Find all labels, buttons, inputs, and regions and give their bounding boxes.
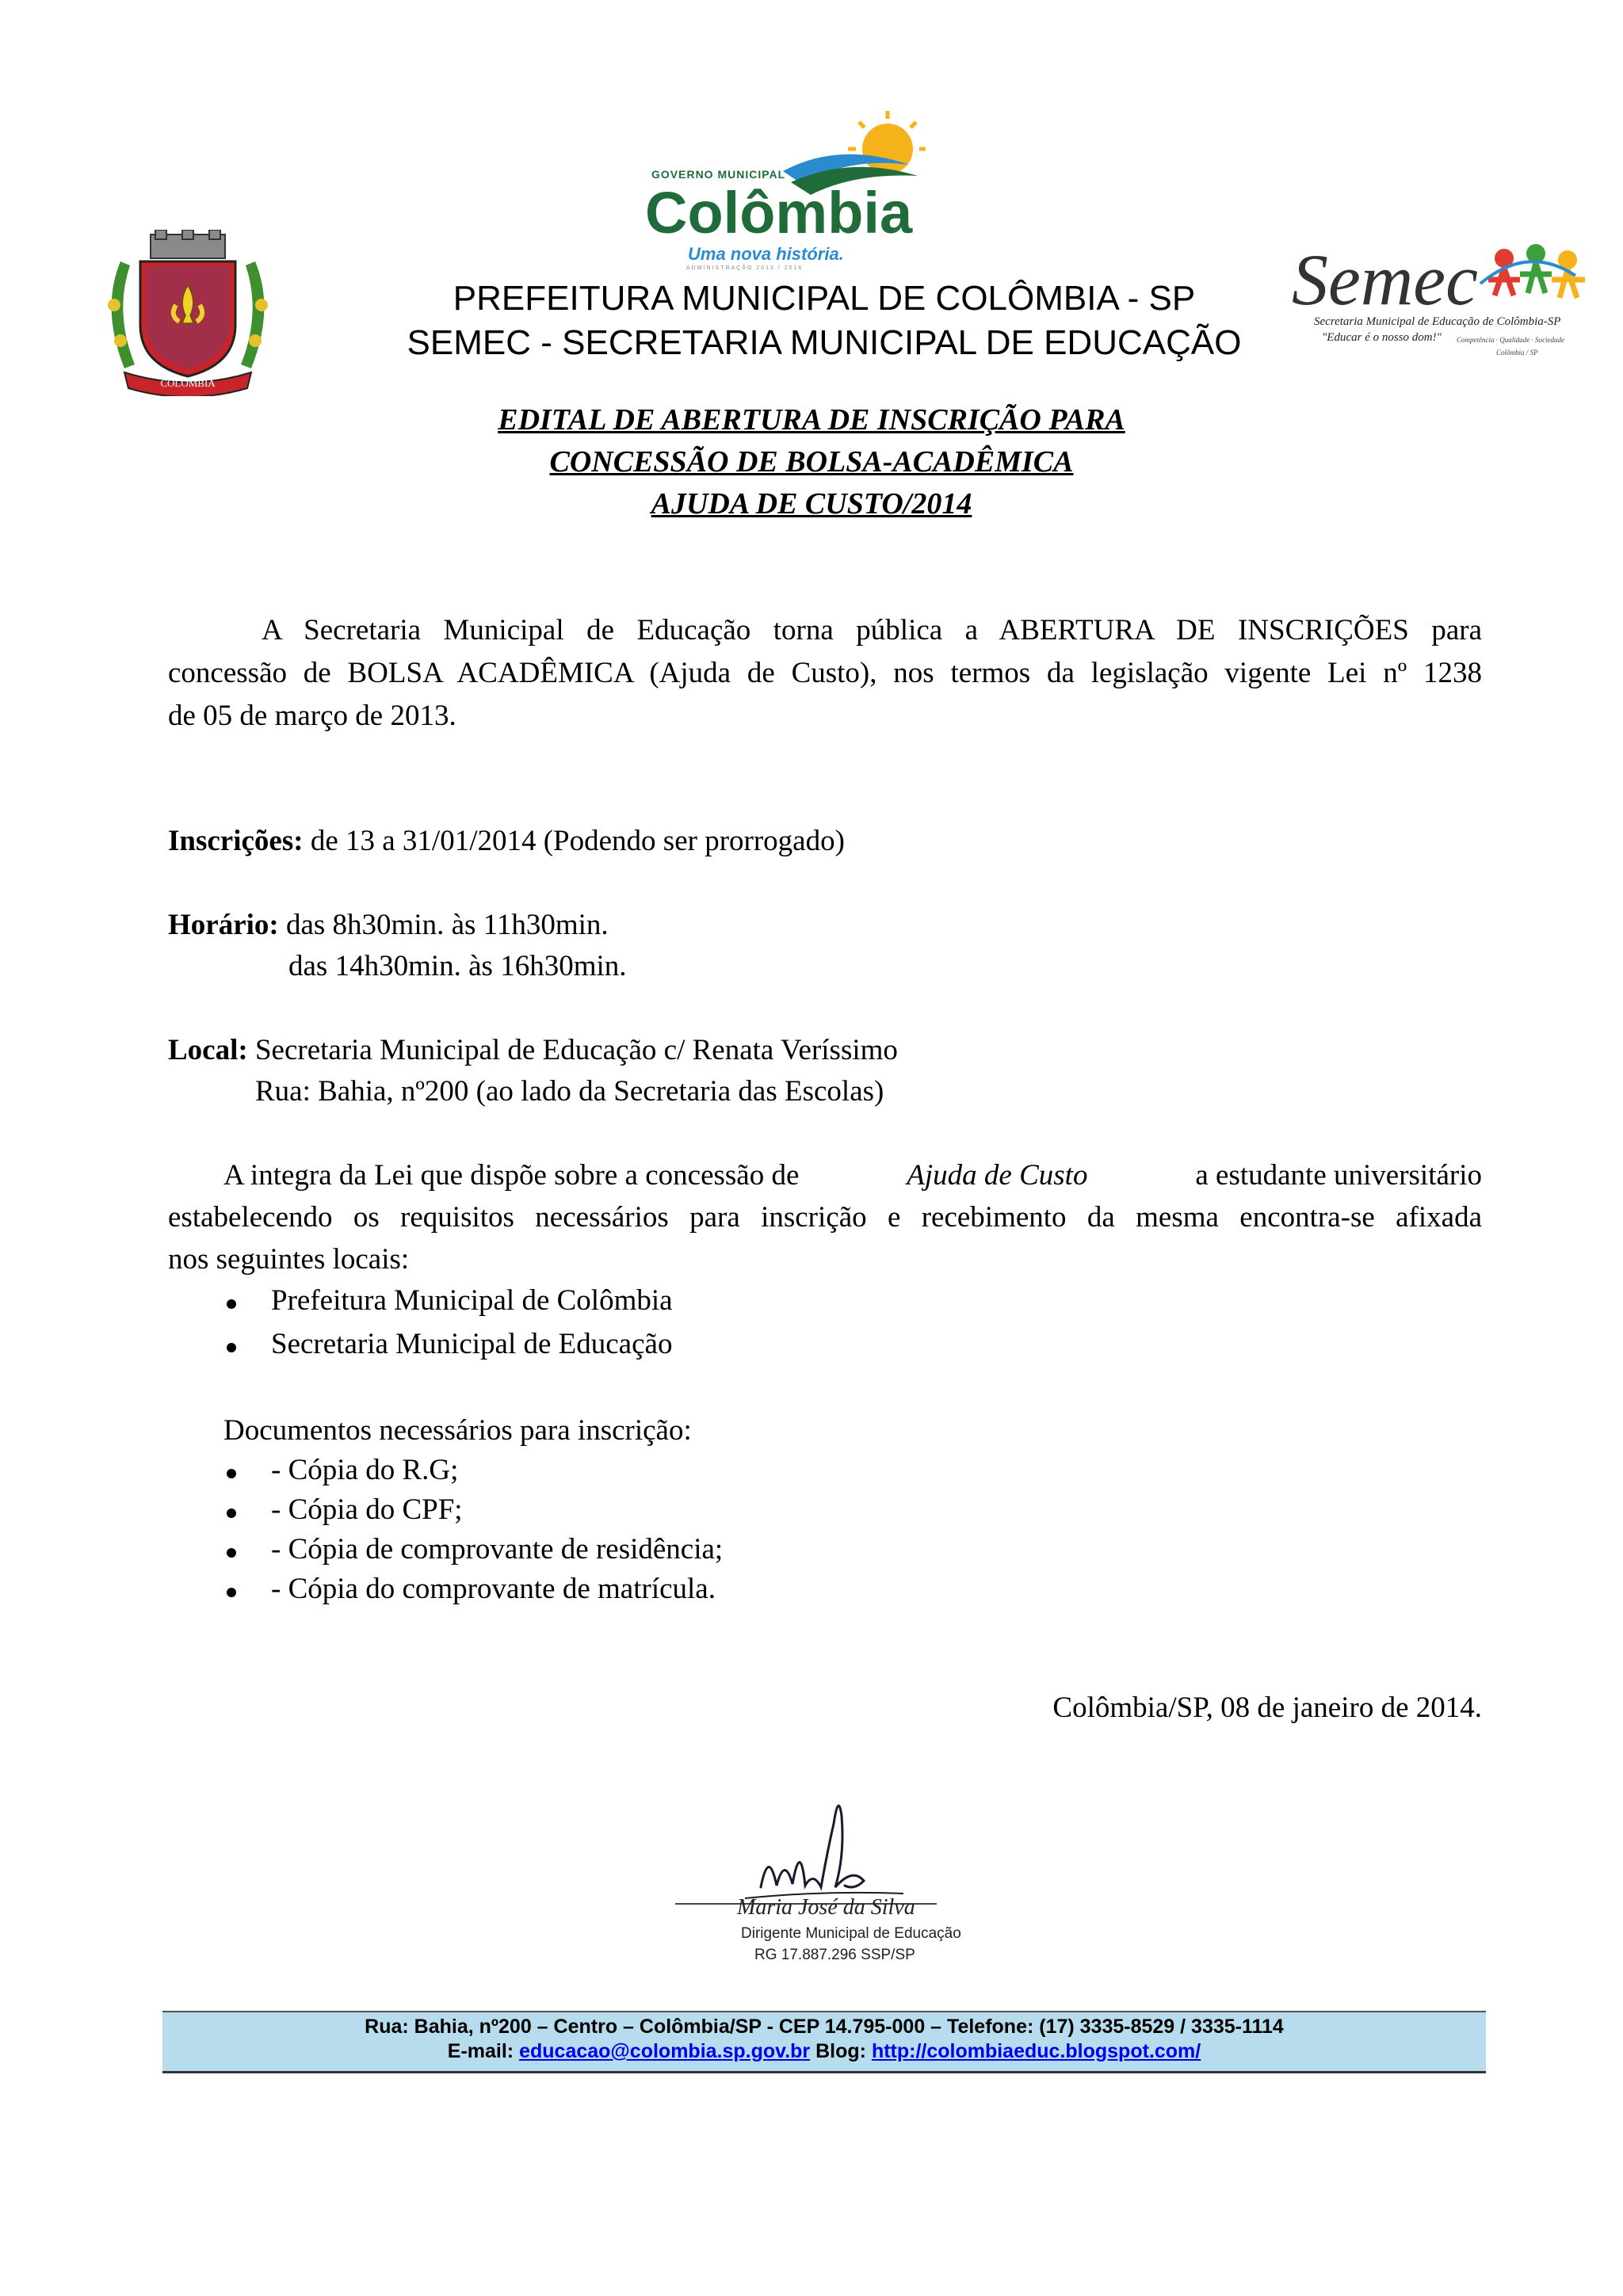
semec-subtitle: Secretaria Municipal de Educação de Colômbia-SP [1314, 315, 1561, 328]
local-value-1: Secretaria Municipal de Educação c/ Renata Veríssimo [247, 1034, 898, 1066]
logo-slogan: Uma nova história. [688, 244, 844, 264]
edital-title-line-2: CONCESSÃO DE BOLSA-ACADÊMICA [549, 445, 1074, 479]
integra-line-3: nos seguintes locais: [168, 1243, 410, 1276]
footer-contact [162, 2039, 1486, 2063]
colombia-government-logo [640, 109, 926, 276]
municipal-coat-of-arms-logo [97, 230, 279, 396]
horario-value-2: das 14h30min. às 16h30min. [288, 950, 627, 982]
footer-blog-link[interactable]: http://colombiaeduc.blogspot.com/ [871, 2040, 1201, 2062]
local-label: Local: [168, 1034, 248, 1066]
horario-label: Horário: [168, 909, 279, 941]
intro-line-1: A Secretaria Municipal de Educação torna pública a ABERTURA DE INSCRIÇÕES para [262, 614, 1482, 646]
documento-item-4: - Cópia do comprovante de matrícula. [271, 1573, 716, 1605]
signatory-role: Dirigente Municipal de Educação [741, 1925, 961, 1942]
integra-line-2: estabelecendo os requisitos necessários para inscrição e recebimento da mesma encontra-se afixada [168, 1201, 1482, 1234]
horario-value-1: das 8h30min. às 11h30min. [278, 909, 609, 941]
signatory-rg: RG 17.887.296 SSP/SP [754, 1947, 915, 1963]
documento-item-1: - Cópia do R.G; [271, 1454, 459, 1486]
bullet-icon [227, 1469, 236, 1478]
place-item-1: Prefeitura Municipal de Colômbia [271, 1284, 673, 1317]
signatory-name: Maria José da Silva [737, 1895, 915, 1920]
bullet-icon [227, 1343, 236, 1352]
inscricoes-value: de 13 a 31/01/2014 (Podendo ser prorrogado) [303, 825, 845, 857]
intro-line-2: concessão de BOLSA ACADÊMICA (Ajuda de Custo), nos termos da legislação vigente Lei nº 1238 [168, 657, 1482, 689]
edital-title-line-1: EDITAL DE ABERTURA DE INSCRIÇÃO PARA [498, 403, 1125, 437]
footer-blog-label: Blog: [815, 2040, 866, 2062]
semec-motto: "Educar é o nosso dom!" [1322, 331, 1442, 344]
logo-city-name: Colômbia [645, 180, 913, 246]
local-row [168, 1033, 898, 1068]
integra-line-1-start: A integra da Lei que dispõe sobre a concessão de [223, 1159, 800, 1192]
crest-ribbon-label: COLÔMBIA [160, 377, 216, 389]
footer-address: Rua: Bahia, nº200 – Centro – Colômbia/SP - CEP 14.795-000 – Telefone: (17) 3335-8529 / 3335-1114 [365, 2016, 1284, 2038]
header-semec: SEMEC - SECRETARIA MUNICIPAL DE EDUCAÇÃO [407, 323, 1242, 362]
edital-title-line-3: AJUDA DE CUSTO/2014 [651, 487, 972, 521]
horario-row [168, 908, 609, 943]
footer-email-label: E-mail: [447, 2040, 514, 2062]
inscricoes-row [168, 824, 845, 859]
place-item-2: Secretaria Municipal de Educação [271, 1328, 673, 1360]
date-line: Colômbia/SP, 08 de janeiro de 2014. [1052, 1691, 1482, 1724]
bullet-icon [227, 1299, 236, 1309]
semec-values: Competência · Qualidade · Sociedade [1457, 336, 1564, 344]
documento-item-3: - Cópia de comprovante de residência; [271, 1533, 724, 1566]
header-prefeitura: PREFEITURA MUNICIPAL DE COLÔMBIA - SP [453, 279, 1196, 318]
documento-item-2: - Cópia do CPF; [271, 1493, 463, 1526]
intro-line-3: de 05 de março de 2013. [168, 700, 456, 732]
logo-government-label: GOVERNO MUNICIPAL [651, 168, 786, 181]
footer-email-link[interactable]: educacao@colombia.sp.gov.br [519, 2040, 811, 2062]
bullet-icon [227, 1548, 236, 1558]
semec-city: Colômbia / SP [1496, 349, 1538, 357]
semec-logo [1290, 236, 1602, 371]
bullet-icon [227, 1588, 236, 1597]
logo-admin-period: ADMINISTRAÇÃO 2013 / 2016 [686, 265, 804, 271]
bullet-icon [227, 1508, 236, 1518]
integra-line-1-end: a estudante universitário [1195, 1159, 1482, 1192]
semec-wordmark: Semec [1292, 239, 1478, 320]
documentos-heading: Documentos necessários para inscrição: [223, 1414, 692, 1447]
local-value-2: Rua: Bahia, nº200 (ao lado da Secretaria das Escolas) [255, 1075, 884, 1108]
integra-line-1 [223, 1158, 1482, 1193]
integra-ajuda-de-custo: Ajuda de Custo [907, 1159, 1088, 1192]
inscricoes-label: Inscrições: [168, 825, 304, 857]
